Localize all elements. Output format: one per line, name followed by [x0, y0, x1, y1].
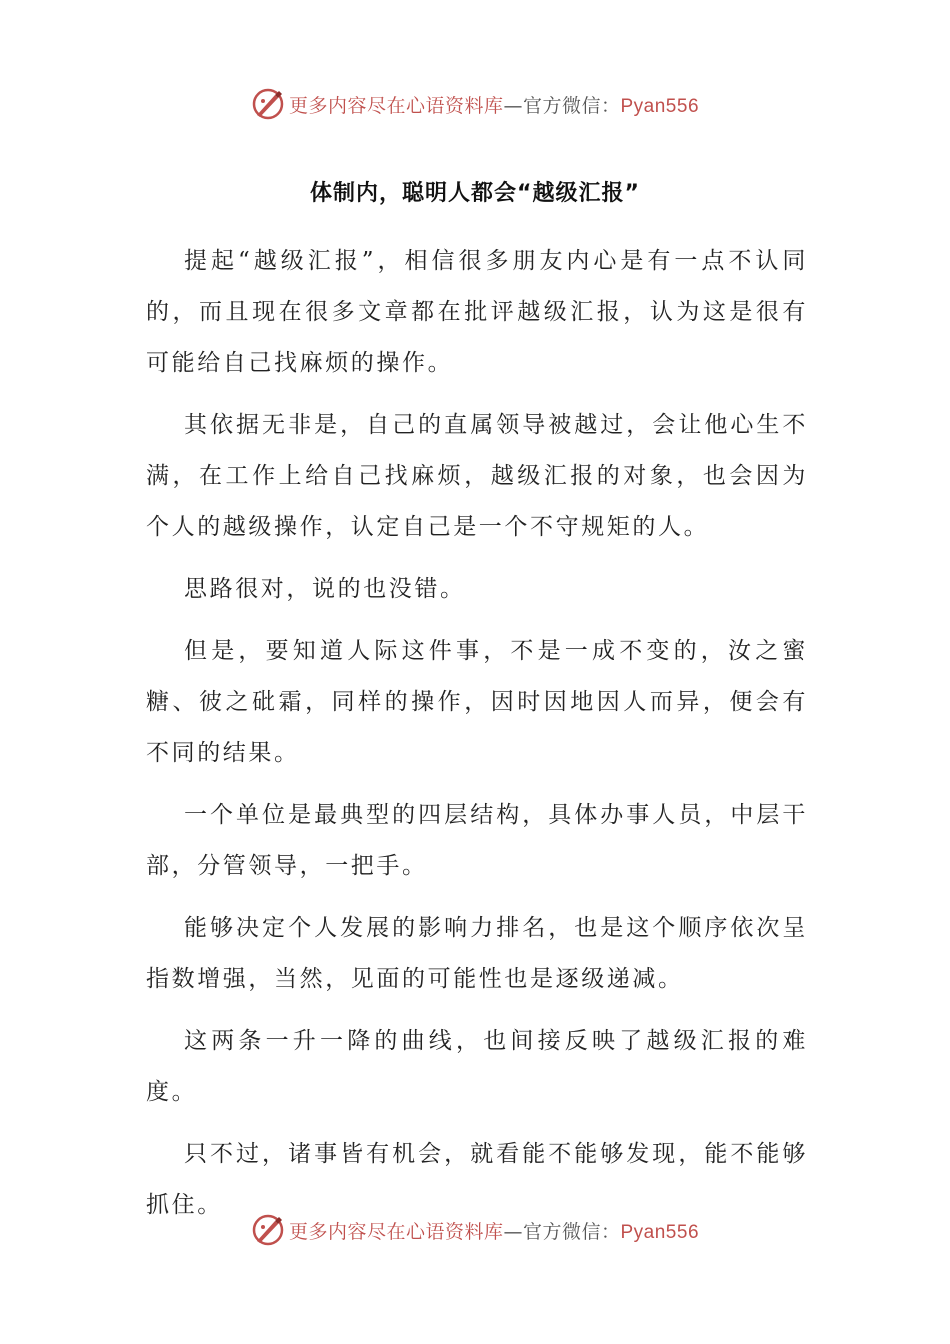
document-body: [146, 236, 808, 1242]
paragraph: 其依据无非是，自己的直属领导被越过，会让他心生不满，在工作上给自己找麻烦，越级汇报的对象，也会因为个人的越级操作，认定自己是一个不守规矩的人。: [146, 412, 808, 540]
banner-separator-text: —官方微信：: [503, 94, 621, 117]
banner-text: [289, 1217, 699, 1244]
paragraph: 这两条一升一降的曲线，也间接反映了越级汇报的难度。: [146, 1028, 808, 1105]
paragraph: 一个单位是最典型的四层结构，具体办事人员，中层干部，分管领导，一把手。: [146, 802, 808, 879]
banner-separator-text: —官方微信：: [503, 1220, 621, 1243]
banner-text: [289, 91, 699, 118]
banner-wechat-id: Pyan556: [620, 95, 700, 117]
pen-circle-logo-icon: [251, 87, 285, 121]
banner-main-text: 更多内容尽在心语资料库: [288, 1220, 504, 1243]
paragraph: 但是，要知道人际这件事，不是一成不变的，汝之蜜糖、彼之砒霜，同样的操作，因时因地因人而异，便会有不同的结果。: [146, 638, 808, 766]
banner-main-text: 更多内容尽在心语资料库: [288, 94, 504, 117]
pen-circle-logo-icon: [251, 1213, 285, 1247]
header-banner: [0, 84, 950, 124]
banner-wechat-id: Pyan556: [620, 1221, 700, 1243]
paragraph: 能够决定个人发展的影响力排名，也是这个顺序依次呈指数增强，当然，见面的可能性也是逐级递减。: [146, 915, 808, 992]
footer-banner: [0, 1210, 950, 1250]
document-title: 体制内，聪明人都会“越级汇报”: [310, 181, 640, 206]
paragraph: 思路很对，说的也没错。: [184, 576, 466, 602]
paragraph: 只不过，诸事皆有机会，就看能不能够发现，能不能够抓住。: [146, 1141, 808, 1218]
paragraph: 提起“越级汇报”，相信很多朋友内心是有一点不认同的，而且现在很多文章都在批评越级汇报，认为这是很有可能给自己找麻烦的操作。: [146, 248, 808, 376]
